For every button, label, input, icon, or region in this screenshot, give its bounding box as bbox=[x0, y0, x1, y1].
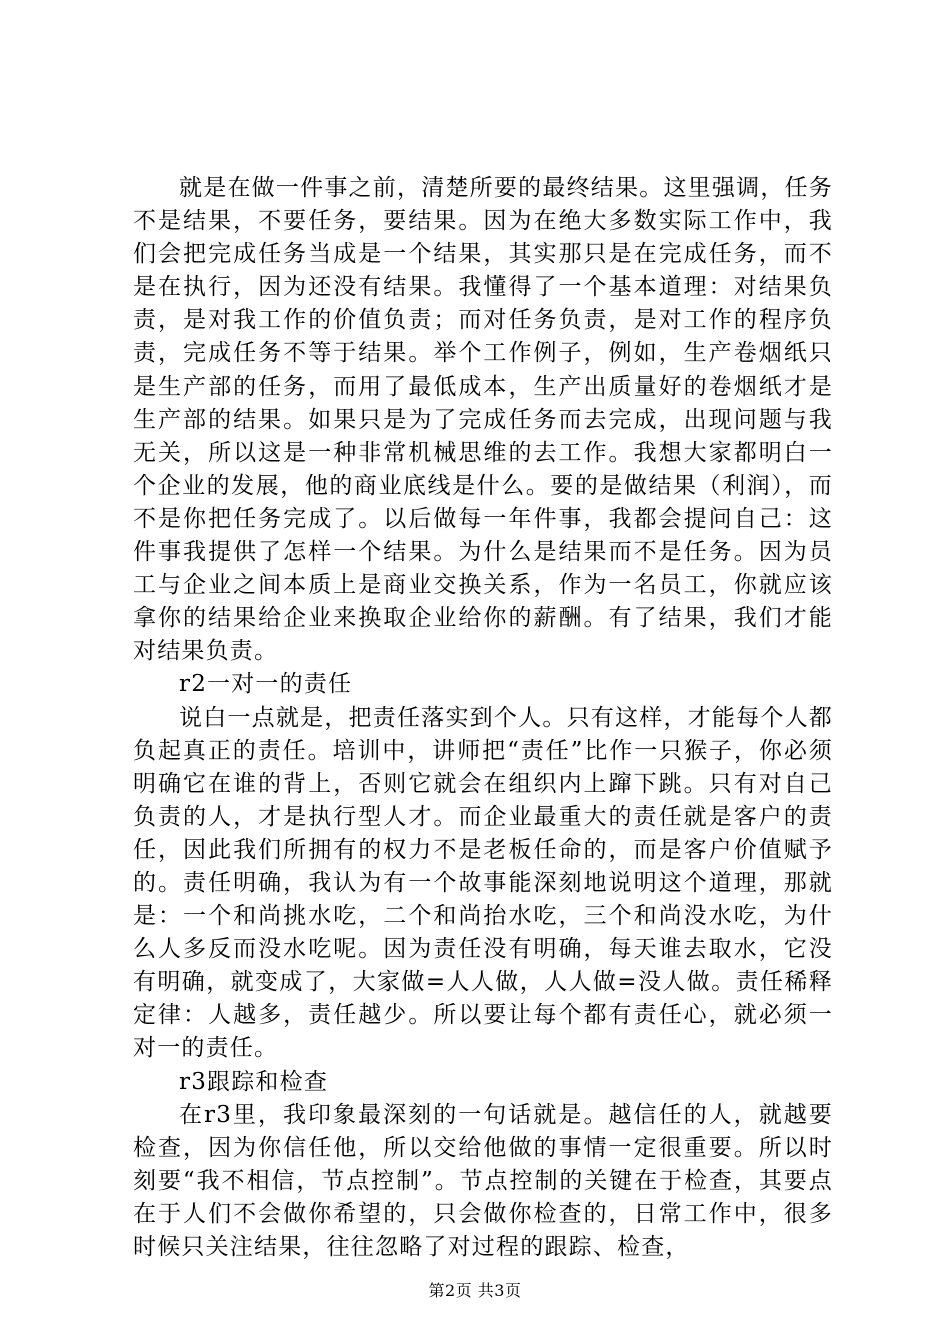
document-body bbox=[133, 172, 833, 1264]
section-heading-r3: r3跟踪和检查 bbox=[179, 1068, 329, 1095]
section-heading-r2: r2一对一的责任 bbox=[179, 671, 353, 698]
page-number-footer: 第2页 共3页 bbox=[428, 1281, 522, 1300]
paragraph-tracking: 在r3里，我印象最深刻的一句话就是。越信任的人，就越要检查，因为你信任他，所以交给他做的事情一定很重要。所以时刻要“我不相信，节点控制”。节点控制的关键在于检查，其要点在于人们不会做你希望的，只会做你检查的，日常工作中，很多时候只关注结果，往往忽略了对过程的跟踪、检查， bbox=[133, 1101, 833, 1260]
paragraph-results: 就是在做一件事之前，清楚所要的最终结果。这里强调，任务不是结果，不要任务，要结果。因为在绝大多数实际工作中，我们会把完成任务当成是一个结果，其实那只是在完成任务，而不是在执行，因为还没有结果。我懂得了一个基本道理：对结果负责，是对我工作的价值负责；而对任务负责，是对工作的程序负责，完成任务不等于结果。举个工作例子，例如，生产卷烟纸只是生产部的任务，而用了最低成本，生产出质量好的卷烟纸才是生产部的结果。如果只是为了完成任务而去完成，出现问题与我无关，所以这是一种非常机械思维的去工作。我想大家都明白一个企业的发展，他的商业底线是什么。要的是做结果（利润），而不是你把任务完成了。以后做每一年件事，我都会提问自己：这件事我提供了怎样一个结果。为什么是结果而不是任务。因为员工与企业之间本质上是商业交换关系，作为一名员工，你就应该拿你的结果给企业来换取企业给你的薪酬。有了结果，我们才能对结果负责。 bbox=[133, 175, 833, 665]
paragraph-responsibility: 说白一点就是，把责任落实到个人。只有这样，才能每个人都负起真正的责任。培训中，讲师把“责任”比作一只猴子，你必须明确它在谁的背上，否则它就会在组织内上蹿下跳。只有对自己负责的人，才是执行型人才。而企业最重大的责任就是客户的责任，因此我们所拥有的权力不是老板任命的，而是客户价值赋予的。责任明确，我认为有一个故事能深刻地说明这个道理，那就是：一个和尚挑水吃，二个和尚抬水吃，三个和尚没水吃，为什么人多反而没水吃呢。因为责任没有明确，每天谁去取水，它没有明确，就变成了，大家做=人人做，人人做=没人做。责任稀释定律：人越多，责任越少。所以要让每个都有责任心，就必须一对一的责任。 bbox=[133, 704, 833, 1062]
